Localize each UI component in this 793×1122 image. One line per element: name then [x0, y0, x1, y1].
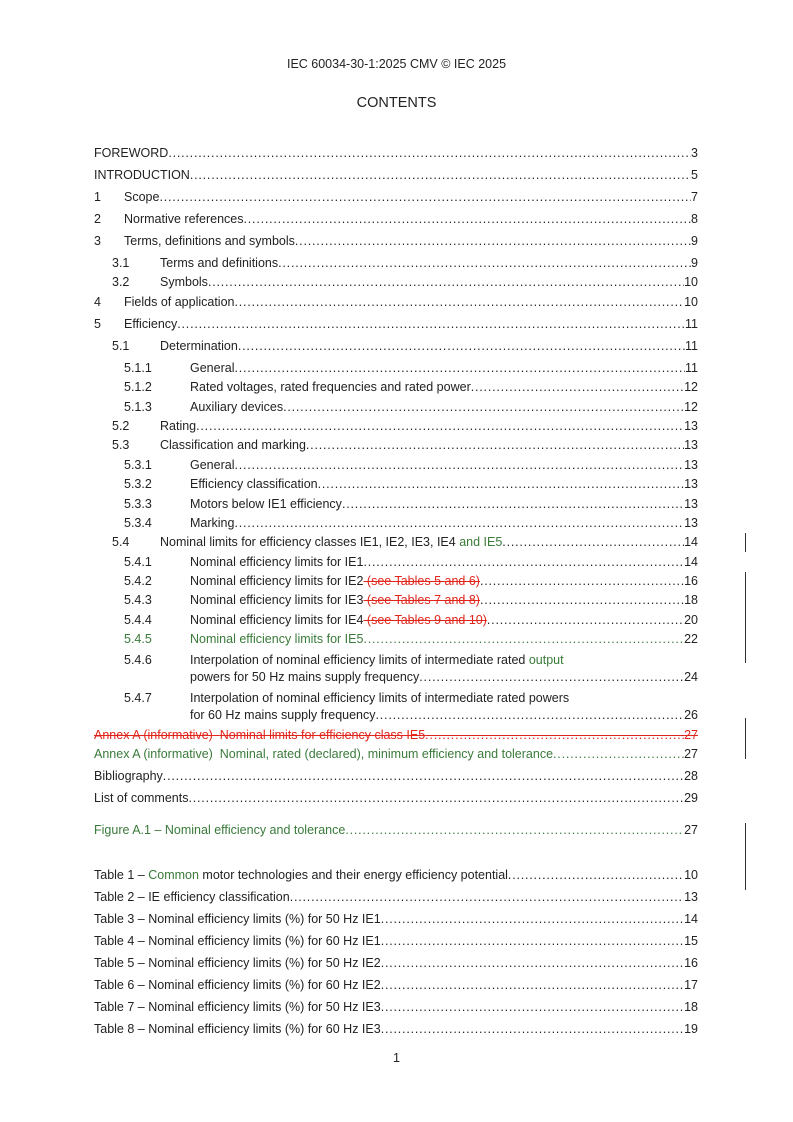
toc-entry-title: Fields of application [124, 294, 235, 309]
toc-entry-title: Efficiency [124, 316, 178, 331]
leader-dots [168, 146, 691, 160]
title-text: Nominal efficiency limits for IE4 [190, 612, 364, 627]
title-text: Nominal efficiency limits for IE2 [190, 574, 364, 589]
toc-entry-number: 5.1.2 [124, 380, 152, 395]
inserted-text: Common [148, 868, 199, 882]
table-entry-6[interactable] [94, 978, 698, 1000]
toc-entry-page: 5 [691, 168, 698, 182]
toc-entry-number: 5.4.5 [124, 632, 152, 647]
toc-entry-scope[interactable] [94, 190, 698, 212]
title-text: Nominal efficiency limits for IE3 [190, 593, 364, 608]
toc-entry-list-of-comments[interactable] [94, 791, 698, 813]
toc-entry-page: 27 [684, 727, 698, 742]
toc-entry-number: 3.2 [112, 275, 130, 290]
document-header: IEC 60034-30-1:2025 CMV © IEC 2025 [286, 57, 507, 71]
table-entry-8[interactable] [94, 1022, 698, 1044]
toc-entry-title [190, 690, 698, 724]
toc-entry-5-4-2[interactable] [94, 574, 698, 593]
toc-entry-number: 3.1 [112, 256, 130, 270]
table-entry-title [94, 868, 508, 882]
toc-entry-page: 13 [684, 477, 698, 492]
leader-dots [234, 516, 684, 530]
toc-entry-title [213, 728, 425, 742]
table-entry-1[interactable] [94, 868, 698, 890]
table-entry-page: 15 [684, 934, 698, 948]
toc-entry-title [190, 652, 698, 686]
table-entry-title: Table 7 – Nominal efficiency limits (%) for 50 Hz IE3 [94, 1000, 381, 1014]
change-bar [745, 823, 746, 890]
toc-entry-title: List of comments [94, 791, 189, 806]
toc-entry-title: General [190, 360, 235, 375]
leader-dots [376, 707, 685, 724]
toc-entry-title [190, 613, 487, 627]
page-number: 1 [393, 1051, 400, 1065]
title-line-1 [190, 652, 698, 669]
toc-entry-number: 5.1.3 [124, 399, 152, 414]
leader-dots [502, 535, 684, 549]
toc-entry-title: Nominal efficiency limits for IE5 [190, 632, 364, 647]
toc-entry-5-3-4[interactable] [94, 516, 698, 535]
toc-entry-number: Annex A (informative) [94, 747, 213, 762]
toc-entry-page: 18 [684, 593, 698, 608]
figure-entry-a-1[interactable] [94, 823, 698, 845]
toc-entry-page: 27 [684, 747, 698, 762]
toc-entry-annex-a-deleted[interactable] [94, 728, 698, 747]
leader-dots [318, 477, 684, 491]
toc-entry-page: 11 [685, 338, 698, 353]
toc-entry-5-2[interactable] [94, 419, 698, 438]
toc-entry-number: 5.3.2 [124, 477, 152, 492]
table-of-contents [94, 146, 698, 813]
title-text: motor technologies and their energy efficiency potential [198, 868, 508, 882]
toc-entry-title [160, 535, 502, 549]
leader-dots [381, 912, 684, 926]
toc-entry-annex-a[interactable] [94, 747, 698, 769]
toc-entry-page: 7 [691, 190, 698, 204]
inserted-text: output [528, 652, 564, 667]
leader-dots [163, 769, 684, 783]
table-entry-title: Table 4 – Nominal efficiency limits (%) for 60 Hz IE1 [94, 934, 381, 948]
toc-entry-title: INTRODUCTION [94, 168, 190, 182]
title-text: Nominal, rated (declared), minimum efficiency and tolerance [219, 747, 554, 762]
toc-entry-5-4-4[interactable] [94, 613, 698, 632]
deleted-text: (see Tables 7 and 8) [363, 593, 480, 608]
table-entry-title: Table 8 – Nominal efficiency limits (%) for 60 Hz IE3 [94, 1022, 381, 1036]
inserted-text: and IE5 [455, 535, 503, 550]
toc-entry-5-4-5[interactable] [94, 632, 698, 651]
table-entry-page: 17 [684, 978, 698, 992]
toc-entry-page: 20 [684, 612, 698, 627]
leader-dots [471, 380, 684, 394]
toc-entry-title: Rated voltages, rated frequencies and rated power [190, 380, 471, 395]
title-text: Interpolation of nominal efficiency limits of intermediate rated [190, 652, 529, 667]
toc-entry-5-4-7[interactable] [94, 690, 698, 728]
toc-entry-title: Motors below IE1 efficiency [190, 496, 342, 511]
toc-entry-number: 5.4.1 [124, 554, 152, 569]
toc-entry-page: 14 [684, 535, 698, 550]
toc-entry-title: Normative references [124, 212, 244, 226]
table-entry-title: Table 6 – Nominal efficiency limits (%) for 60 Hz IE2 [94, 978, 381, 992]
toc-entry-page: 24 [684, 669, 698, 684]
toc-entry-5-3-2[interactable] [94, 477, 698, 496]
toc-entry-title: Marking [190, 515, 235, 530]
toc-entry-page: 9 [691, 256, 698, 270]
toc-entry-5-4-3[interactable] [94, 593, 698, 612]
title-text: Nominal limits for efficiency classes IE1, IE2, IE3, IE4 [160, 535, 456, 550]
leader-dots [480, 593, 684, 607]
table-entry-page: 16 [684, 956, 698, 970]
toc-entry-number: 5.3.3 [124, 496, 152, 511]
leader-dots [419, 669, 684, 686]
leader-dots [342, 497, 684, 511]
toc-entry-page: 12 [684, 380, 698, 395]
toc-entry-3-1[interactable] [94, 256, 698, 275]
toc-entry-5-1-1[interactable] [94, 361, 698, 380]
list-of-tables [94, 868, 698, 1044]
toc-entry-number: 5 [94, 316, 101, 331]
change-bar [745, 718, 746, 759]
leader-dots [283, 400, 684, 414]
toc-entry-title: Nominal efficiency limits for IE1 [190, 554, 364, 569]
toc-entry-title: Terms and definitions [160, 256, 279, 270]
table-entry-title: Table 2 – IE efficiency classification [94, 890, 290, 904]
toc-entry-title [213, 747, 553, 761]
leader-dots [238, 339, 685, 353]
leader-dots [190, 168, 691, 182]
table-entry-4[interactable] [94, 934, 698, 956]
toc-entry-foreword[interactable] [94, 146, 698, 168]
title-line-2 [190, 669, 698, 686]
toc-entry-5-3[interactable] [94, 438, 698, 457]
toc-entry-title [190, 574, 480, 588]
leader-dots [381, 978, 684, 992]
contents-heading: CONTENTS [356, 95, 437, 111]
toc-entry-title: General [190, 457, 235, 472]
toc-entry-page: 13 [684, 515, 698, 530]
toc-entry-title: Symbols [160, 275, 208, 290]
leader-dots [208, 275, 684, 289]
toc-entry-page: 8 [691, 212, 698, 226]
toc-entry-number: 5.4.4 [124, 612, 152, 627]
toc-entry-terms[interactable] [94, 234, 698, 256]
figure-entry-page: 27 [684, 823, 698, 837]
toc-entry-page: 22 [684, 632, 698, 647]
leader-dots [188, 791, 684, 805]
leader-dots [345, 823, 684, 837]
toc-entry-number: 5.4.2 [124, 574, 152, 589]
title-text: Nominal limits for efficiency class IE5 [219, 727, 426, 742]
table-entry-page: 13 [684, 890, 698, 904]
leader-dots [306, 438, 684, 452]
table-entry-2[interactable] [94, 890, 698, 912]
toc-entry-number: 5.3.4 [124, 515, 152, 530]
toc-entry-number: 5.2 [112, 418, 130, 433]
toc-entry-title: Determination [160, 338, 238, 353]
leader-dots [381, 1000, 684, 1014]
toc-entry-introduction[interactable] [94, 168, 698, 190]
toc-entry-number: 1 [94, 190, 101, 204]
toc-entry-title: FOREWORD [94, 146, 169, 160]
title-text: Table 1 – [94, 868, 149, 882]
toc-entry-5-4-6[interactable] [94, 652, 698, 690]
toc-entry-5-1[interactable] [94, 339, 698, 361]
toc-entry-number: 5.1.1 [124, 360, 152, 375]
leader-dots [234, 295, 684, 309]
figure-entry-title: Figure A.1 – Nominal efficiency and tolerance [94, 823, 346, 837]
leader-dots [295, 234, 691, 248]
toc-entry-page: 10 [684, 275, 698, 290]
toc-entry-number: 3 [94, 234, 101, 248]
toc-entry-page: 16 [684, 574, 698, 589]
table-entry-page: 10 [684, 868, 698, 882]
leader-dots [244, 212, 692, 226]
table-entry-7[interactable] [94, 1000, 698, 1022]
leader-dots [381, 1022, 684, 1036]
leader-dots [487, 613, 684, 627]
toc-entry-number: 4 [94, 294, 101, 309]
toc-entry-5-4[interactable] [94, 535, 698, 554]
table-entry-title: Table 3 – Nominal efficiency limits (%) for 50 Hz IE1 [94, 912, 381, 926]
leader-dots [553, 747, 684, 761]
list-of-figures [94, 823, 698, 845]
toc-entry-page: 26 [684, 707, 698, 722]
change-bar [745, 533, 746, 552]
toc-entry-number: Annex A (informative) [94, 727, 213, 742]
toc-entry-number: 5.4.7 [124, 690, 152, 705]
toc-entry-number: 5.3.1 [124, 457, 152, 472]
leader-dots [425, 728, 684, 742]
leader-dots [381, 956, 684, 970]
toc-entry-title: Classification and marking [160, 438, 306, 453]
toc-entry-number: 5.4.6 [124, 652, 152, 667]
table-entry-5[interactable] [94, 956, 698, 978]
title-line-1: Interpolation of nominal efficiency limits of intermediate rated powers [190, 690, 570, 705]
toc-entry-page: 3 [691, 146, 698, 160]
change-bar [745, 572, 746, 663]
toc-entry-number: 5.4.3 [124, 593, 152, 608]
toc-entry-page: 12 [684, 399, 698, 414]
toc-entry-page: 9 [691, 234, 698, 248]
toc-entry-page: 13 [684, 418, 698, 433]
toc-entry-5-1-3[interactable] [94, 400, 698, 419]
leader-dots [290, 890, 684, 904]
toc-entry-title: Auxiliary devices [190, 399, 284, 414]
toc-entry-bibliography[interactable] [94, 769, 698, 791]
toc-entry-page: 11 [685, 360, 698, 375]
leader-dots [234, 458, 684, 472]
deleted-text: (see Tables 9 and 10) [363, 612, 487, 627]
toc-entry-title: Terms, definitions and symbols [124, 234, 295, 248]
leader-dots [234, 361, 685, 375]
toc-entry-5-1-2[interactable] [94, 380, 698, 399]
toc-entry-page: 14 [684, 554, 698, 569]
leader-dots [480, 574, 684, 588]
toc-entry-number: 5.4 [112, 535, 130, 550]
leader-dots [196, 419, 684, 433]
toc-entry-5-3-3[interactable] [94, 497, 698, 516]
toc-entry-5-3-1[interactable] [94, 458, 698, 477]
table-entry-3[interactable] [94, 912, 698, 934]
toc-entry-title: Rating [160, 418, 197, 433]
leader-dots [278, 256, 691, 270]
toc-entry-title: Scope [124, 190, 160, 204]
title-text: for 60 Hz mains supply frequency [190, 707, 376, 722]
table-entry-page: 14 [684, 912, 698, 926]
leader-dots [363, 632, 684, 646]
toc-entry-efficiency[interactable] [94, 317, 698, 339]
table-entry-title: Table 5 – Nominal efficiency limits (%) for 50 Hz IE2 [94, 956, 381, 970]
title-text: powers for 50 Hz mains supply frequency [190, 669, 420, 684]
toc-entry-page: 13 [684, 457, 698, 472]
leader-dots [159, 190, 691, 204]
toc-entry-title: Efficiency classification [190, 477, 318, 492]
toc-entry-title: Bibliography [94, 769, 163, 784]
toc-entry-page: 28 [684, 769, 698, 784]
toc-entry-number: 5.1 [112, 338, 130, 353]
toc-entry-title [190, 593, 480, 607]
table-entry-page: 18 [684, 1000, 698, 1014]
leader-dots [177, 317, 685, 331]
leader-dots [363, 555, 684, 569]
leader-dots [381, 934, 684, 948]
toc-entry-normative-references[interactable] [94, 212, 698, 234]
toc-entry-page: 11 [685, 316, 698, 331]
toc-entry-number: 5.3 [112, 438, 130, 453]
toc-entry-number: 2 [94, 212, 101, 226]
leader-dots [508, 868, 684, 882]
deleted-text: (see Tables 5 and 6) [363, 574, 480, 589]
toc-entry-3-2[interactable] [94, 275, 698, 294]
title-line-2 [190, 707, 698, 724]
toc-entry-page: 13 [684, 438, 698, 453]
toc-entry-fields-of-application[interactable] [94, 295, 698, 317]
toc-entry-page: 29 [684, 791, 698, 806]
toc-entry-page: 13 [684, 496, 698, 511]
toc-entry-page: 10 [684, 294, 698, 309]
toc-entry-5-4-1[interactable] [94, 555, 698, 574]
table-entry-page: 19 [684, 1022, 698, 1036]
